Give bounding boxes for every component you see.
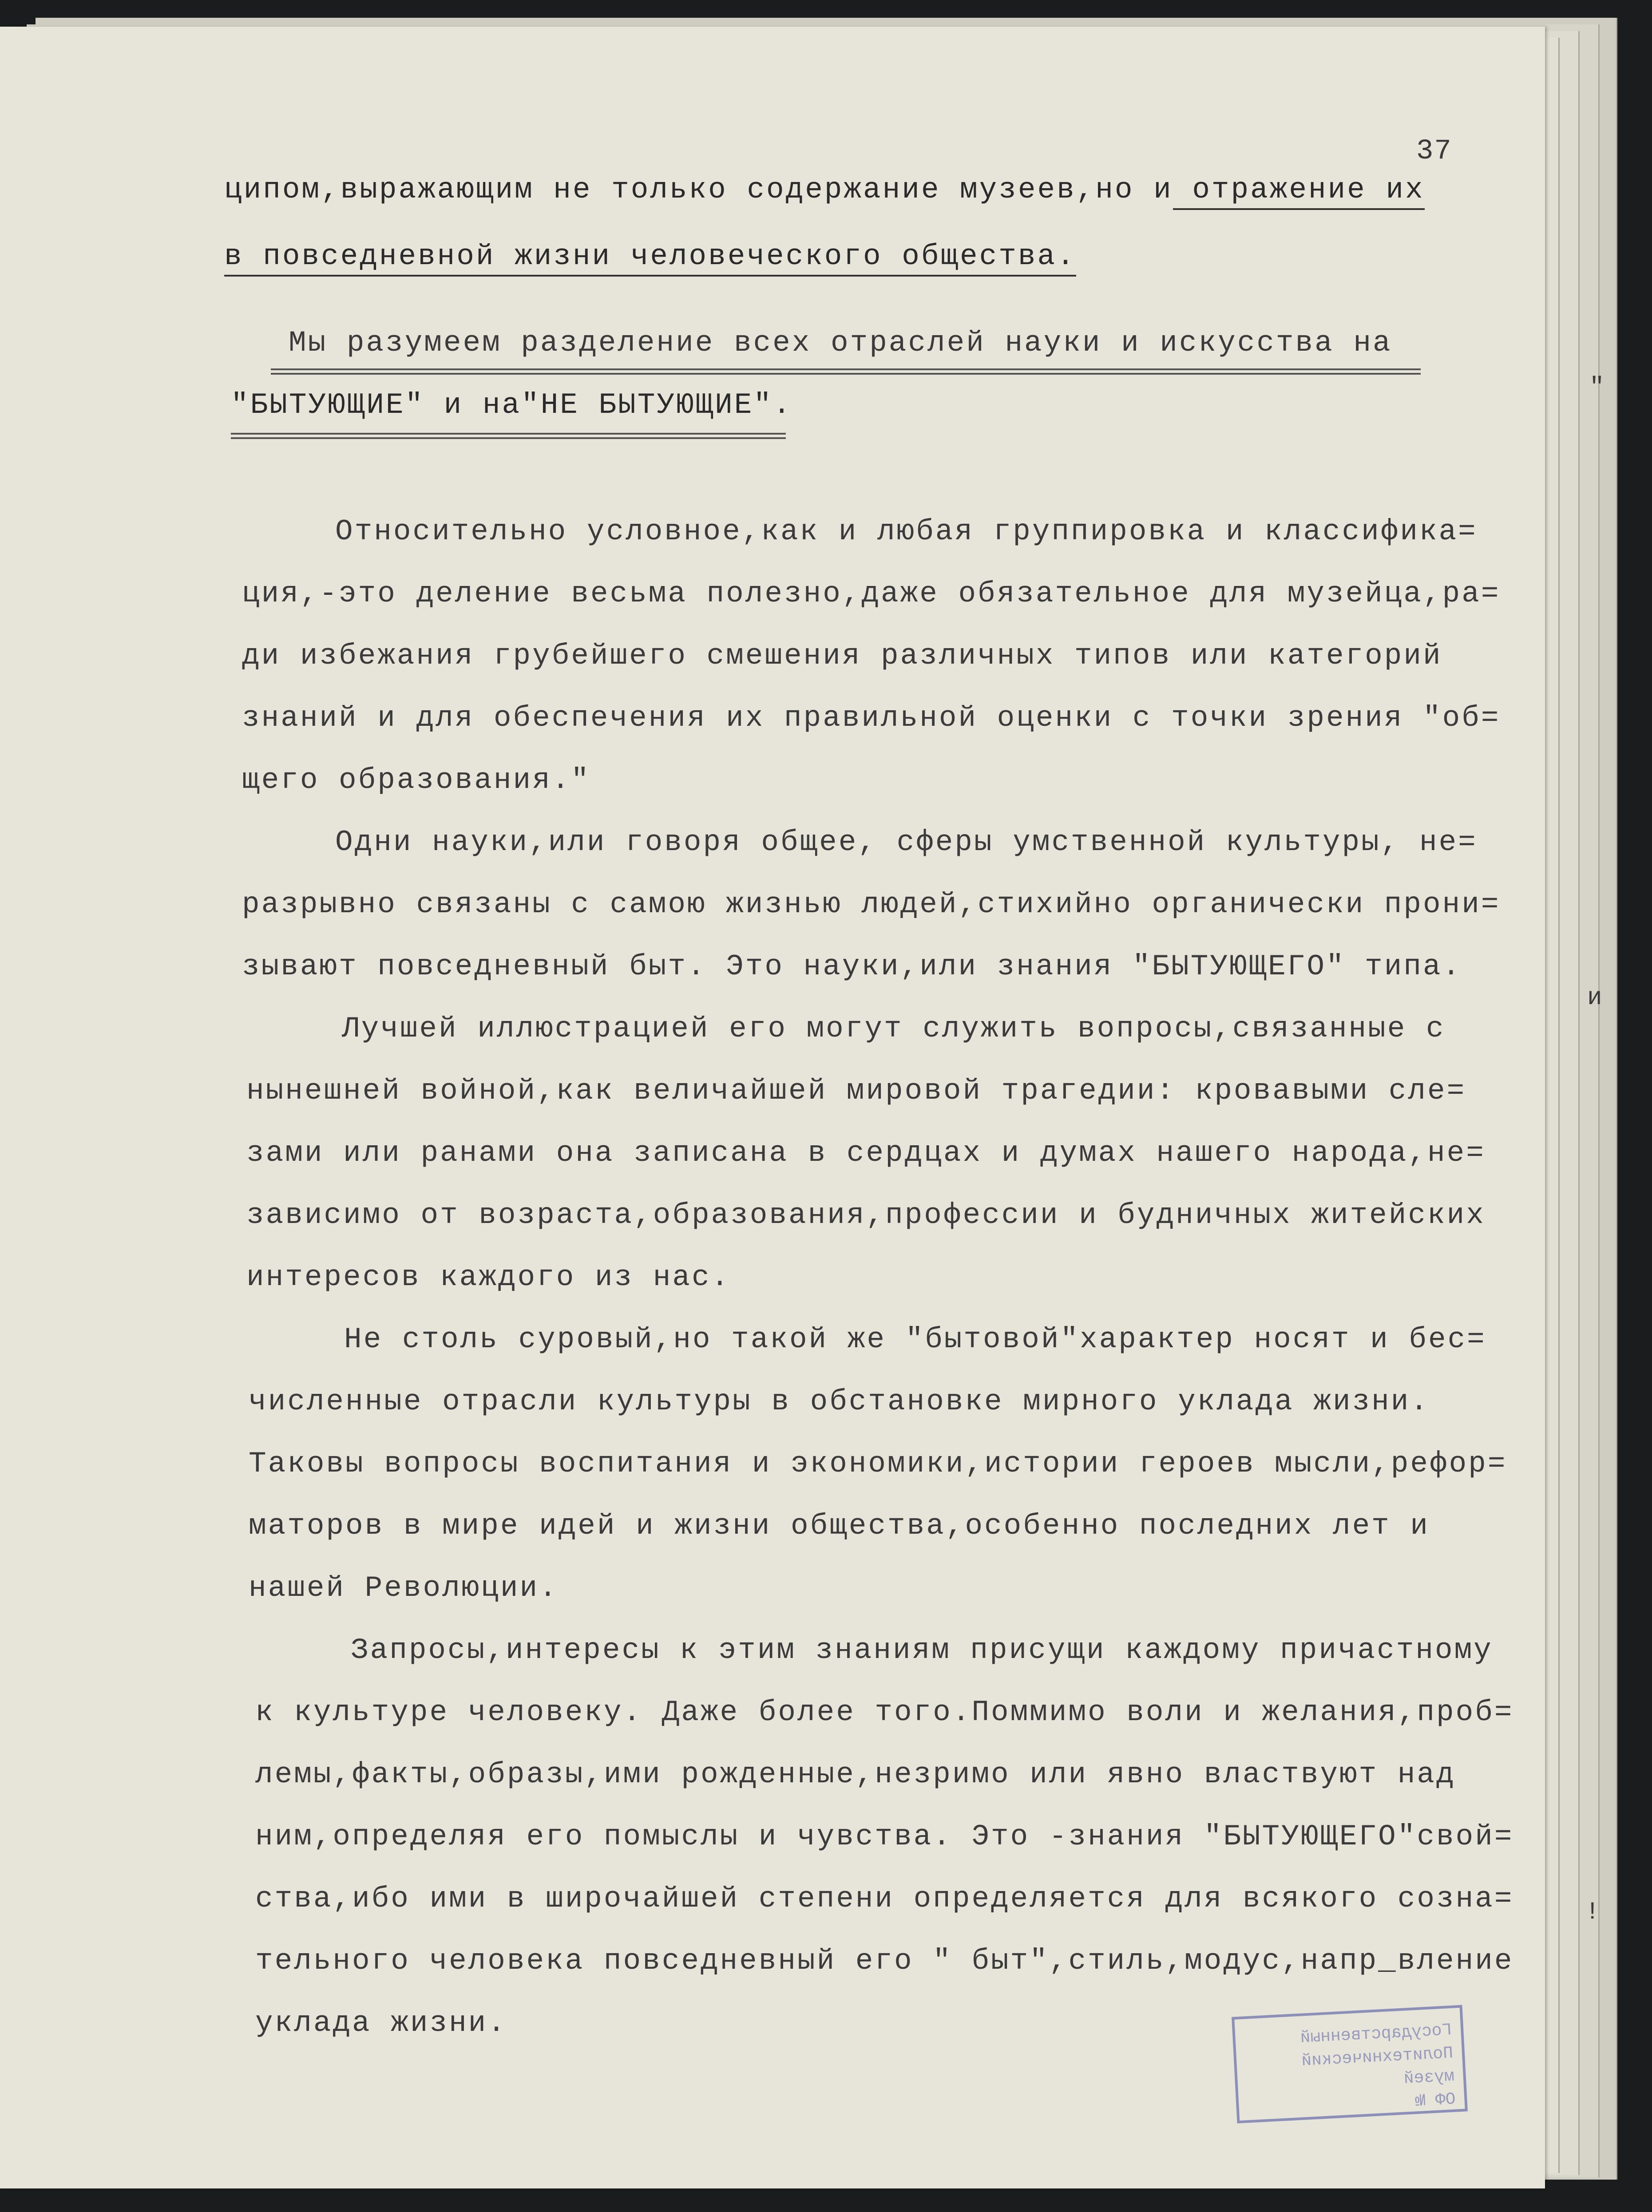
heading-line: Мы разумеем разделение всех отраслей науки и искусства на bbox=[289, 326, 1392, 360]
text-line: Запросы,интересы к этим знаниям присущи каждому причастному bbox=[351, 1634, 1493, 1667]
text-line: численные отрасли культуры в обстановке мирного уклада жизни. bbox=[249, 1385, 1430, 1418]
text-line: ция,-это деление весьма полезно,даже обязательное для музейца,ра= bbox=[242, 577, 1501, 610]
text-line: Лучшей иллюстрацией его могут служить вопросы,связанные с bbox=[342, 1012, 1446, 1045]
text-line: лемы,факты,образы,ими рожденные,незримо или явно властвуют над bbox=[255, 1758, 1456, 1791]
text-line: ним,определяя его помыслы и чувства. Это -знания "БЫТУЮЩЕГО"свой= bbox=[255, 1820, 1514, 1853]
margin-mark: ! bbox=[1585, 1898, 1600, 1926]
text-line: зависимо от возраста,образования,профессии и будничных житейских bbox=[246, 1199, 1486, 1232]
text-line: ди избежания грубейшего смешения различных типов или категорий bbox=[242, 639, 1442, 673]
text-line: Одни науки,или говоря общее, сферы умственной культуры, не= bbox=[335, 826, 1478, 859]
text-line: зывают повседневный быт. Это науки,или знания "БЫТУЮЩЕГО" типа. bbox=[242, 950, 1462, 983]
text-line: нынешней войной,как величайшей мировой трагедии: кровавыми сле= bbox=[246, 1074, 1466, 1108]
text-line: щего образования." bbox=[242, 764, 590, 797]
double-underline bbox=[271, 368, 1421, 375]
page-number: 37 bbox=[1416, 135, 1452, 167]
text-line: Таковы вопросы воспитания и экономики,истории героев мысли,рефор= bbox=[249, 1447, 1507, 1480]
text-line: уклада жизни. bbox=[255, 2006, 507, 2040]
text-line: знаний и для обеспечения их правильной оценки с точки зрения "об= bbox=[242, 701, 1501, 735]
text-line: в повседневной жизни человеческого общества. bbox=[224, 242, 1076, 271]
document-page bbox=[0, 27, 1545, 2188]
text-line: тельного человека повседневный его " быт",стиль,модус,напр_вление bbox=[255, 1944, 1514, 1978]
margin-mark: " bbox=[1589, 373, 1604, 401]
text-line: Не столь суровый,но такой же "бытовой"характер носят и бес= bbox=[344, 1323, 1486, 1356]
text-line: ства,ибо ими в широчайшей степени определяется для всякого созна= bbox=[255, 1882, 1514, 1915]
text-line: к культуре человеку. Даже более того.Поммимо воли и желания,проб= bbox=[255, 1696, 1514, 1729]
text-line: ципом,выражающим не только содержание музеев,но и отражение их bbox=[224, 175, 1425, 205]
text-line: разрывно связаны с самою жизнью людей,стихийно органически прони= bbox=[242, 888, 1501, 921]
heading-line: "БЫТУЮЩИЕ" и на"НЕ БЫТУЮЩИЕ". bbox=[231, 388, 792, 422]
text-line: Относительно условное,как и любая группировка и классифика= bbox=[335, 515, 1478, 548]
double-underline bbox=[231, 433, 786, 439]
text-line: нашей Революции. bbox=[249, 1571, 559, 1605]
text-line: интересов каждого из нас. bbox=[246, 1261, 731, 1294]
text-line: зами или ранами она записана в сердцах и думах нашего народа,не= bbox=[246, 1136, 1486, 1170]
text-line: маторов в мире идей и жизни общества,особенно последних лет и bbox=[249, 1509, 1430, 1543]
archive-stamp: Государственный Политехнический музей ОФ № bbox=[1232, 2005, 1468, 2124]
margin-mark: и bbox=[1587, 983, 1602, 1012]
